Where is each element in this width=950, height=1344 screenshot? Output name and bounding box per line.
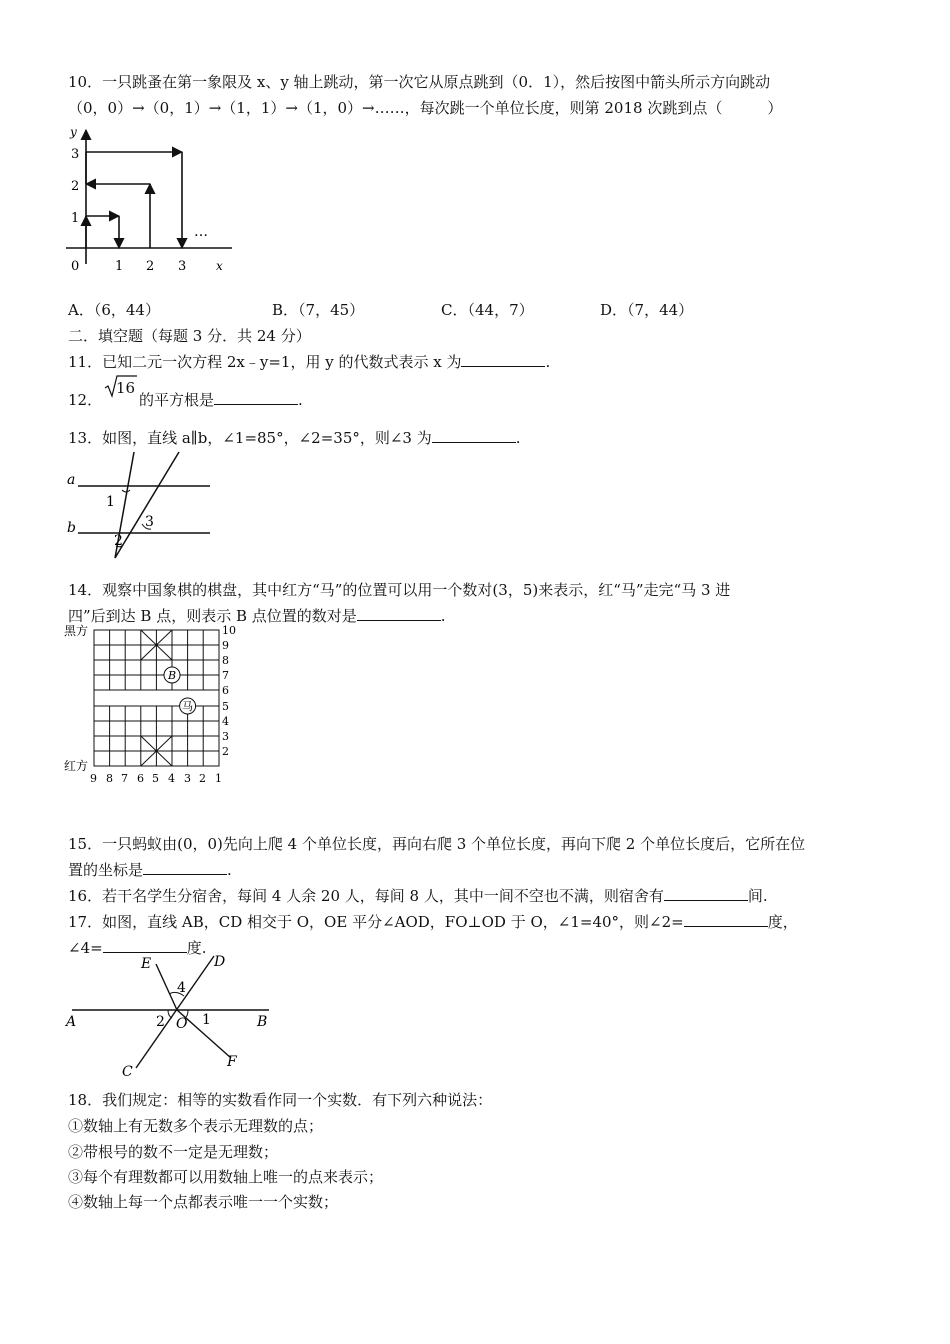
label-o: O xyxy=(176,1016,188,1032)
x-tick-label: 1 xyxy=(115,259,124,274)
q10-option-b: B．（7，45） xyxy=(272,301,365,319)
label-a: A xyxy=(66,1014,77,1030)
q14-text: 四”后到达 B 点，则表示 B 点位置的数对是 xyxy=(68,607,357,625)
section-heading: 二．填空题（每题 3 分．共 24 分） xyxy=(68,327,311,345)
col-number: 7 xyxy=(121,772,128,785)
q13-text: 13．如图，直线 a∥b，∠1=85°，∠2=35°，则∠3 为 xyxy=(68,429,432,447)
q11-end: . xyxy=(545,353,551,371)
q13 xyxy=(68,428,521,448)
q17-text2: ∠4= xyxy=(68,939,103,957)
col-number: 1 xyxy=(215,772,222,785)
q16-text: 16．若干名学生分宿舍，每间 4 人余 20 人，每间 8 人，其中一间不空也不满，则宿舍有 xyxy=(68,887,664,905)
q15-line2 xyxy=(68,860,232,880)
q12-blank xyxy=(214,390,298,405)
angle-2-label: 2 xyxy=(156,1014,165,1030)
row-number: 2 xyxy=(222,745,229,758)
q10-option-d: D．（7，44） xyxy=(600,301,694,319)
q17-text: 17．如图，直线 AB，CD 相交于 O，OE 平分∠AOD，FO⊥OD 于 O，∠1=40°，则∠2= xyxy=(68,913,684,931)
q15-blank xyxy=(143,860,227,875)
q15-text: 置的坐标是 xyxy=(68,861,144,879)
col-number: 6 xyxy=(137,772,144,785)
q12-number: 12． xyxy=(68,391,103,409)
q18-item: ④数轴上每一个点都表示唯一一个实数； xyxy=(68,1193,339,1211)
row-number: 5 xyxy=(222,700,229,713)
ellipsis: … xyxy=(194,224,208,240)
q18-item: ②带根号的数不一定是无理数； xyxy=(68,1143,279,1161)
q17-blank-angle2 xyxy=(684,912,768,927)
angle-2-label: 2 xyxy=(114,533,123,549)
y-tick-label: 1 xyxy=(71,211,80,226)
point-b-label: B xyxy=(168,669,177,682)
x-axis-label: x xyxy=(216,259,223,273)
q10-option-a: A．（6，44） xyxy=(68,301,160,319)
col-number: 4 xyxy=(168,772,175,785)
q18-item: ③每个有理数都可以用数轴上唯一的点来表示； xyxy=(68,1168,384,1186)
q10-line2: （0，0）→（0，1）→（1，1）→（1，0）→……，每次跳一个单位长度，则第 2018 次跳到点（ ） xyxy=(68,99,783,117)
q10-option-c: C．（44，7） xyxy=(441,301,534,319)
q13-parallel-lines-figure xyxy=(64,450,214,560)
label-d: D xyxy=(214,954,226,970)
col-number: 5 xyxy=(152,772,159,785)
q11-blank xyxy=(461,352,545,367)
red-side-label: 红方 xyxy=(64,759,89,773)
y-tick-label: 3 xyxy=(71,147,80,162)
y-axis-label: y xyxy=(70,125,77,139)
q13-end: . xyxy=(515,429,521,447)
row-number: 9 xyxy=(222,639,229,652)
q14-line2 xyxy=(68,606,446,626)
q14-chessboard-figure xyxy=(64,624,244,786)
q15-line1: 15．一只蚂蚁由(0，0)先向上爬 4 个单位长度，再向右爬 3 个单位长度，再向下爬 2 个单位长度后，它所在位 xyxy=(68,835,806,853)
x-tick-label: 2 xyxy=(146,259,155,274)
row-number: 8 xyxy=(222,654,229,667)
row-number: 6 xyxy=(222,684,229,697)
q15-end: . xyxy=(227,861,232,879)
angle-1-label: 1 xyxy=(202,1012,211,1028)
row-number: 7 xyxy=(222,669,229,682)
q14-end: . xyxy=(440,607,446,625)
ray-oe xyxy=(156,964,177,1010)
q12-radicand: 16 xyxy=(116,379,136,397)
black-side-label: 黑方 xyxy=(64,624,89,638)
q17-intersecting-lines-figure xyxy=(64,950,274,1080)
q11-text: 11．已知二元一次方程 2x﹣y=1，用 y 的代数式表示 x 为 xyxy=(68,353,462,371)
angle-1-label: 1 xyxy=(106,494,115,510)
q17-unit2: 度. xyxy=(186,939,207,957)
angle-4-label: 4 xyxy=(177,980,186,996)
angle-arc xyxy=(122,490,130,492)
origin-label: 0 xyxy=(71,259,80,274)
q17-unit: 度， xyxy=(767,913,798,931)
q12-end: . xyxy=(298,391,303,409)
q14-line1: 14．观察中国象棋的棋盘，其中红方“马”的位置可以用一个数对(3，5)来表示，红“马”走完“马 3 进 xyxy=(68,581,731,599)
label-b: b xyxy=(67,520,76,536)
label-f: F xyxy=(227,1054,237,1070)
q10-jump-figure xyxy=(64,124,244,276)
label-a: a xyxy=(67,472,76,488)
q18-item: ①数轴上有无数多个表示无理数的点； xyxy=(68,1117,324,1135)
label-e: E xyxy=(141,956,152,972)
q10-line1: 10．一只跳蚤在第一象限及 x、y 轴上跳动，第一次它从原点跳到（0．1），然后按图中箭头所示方向跳动 xyxy=(68,73,771,91)
q14-blank xyxy=(357,606,441,621)
row-number: 4 xyxy=(222,715,229,728)
label-c: C xyxy=(122,1064,133,1080)
horse-label: 马 xyxy=(182,700,193,713)
q16 xyxy=(68,886,768,906)
angle-3-label: 3 xyxy=(145,514,154,530)
q18-intro: 18．我们规定：相等的实数看作同一个实数．有下列六种说法： xyxy=(68,1091,493,1109)
col-number: 2 xyxy=(199,772,206,785)
q11 xyxy=(68,352,550,372)
col-number: 3 xyxy=(184,772,191,785)
q16-end: 间. xyxy=(747,887,768,905)
q17-line1 xyxy=(68,912,798,932)
y-tick-label: 2 xyxy=(71,179,80,194)
q16-blank xyxy=(664,886,748,901)
q12-text: 的平方根是 xyxy=(139,391,215,409)
row-number: 10 xyxy=(222,624,236,637)
q13-blank xyxy=(432,428,516,443)
q12 xyxy=(139,390,303,410)
col-number: 8 xyxy=(106,772,113,785)
row-number: 3 xyxy=(222,730,229,743)
label-b: B xyxy=(257,1014,268,1030)
x-tick-label: 3 xyxy=(178,259,187,274)
col-number: 9 xyxy=(90,772,97,785)
